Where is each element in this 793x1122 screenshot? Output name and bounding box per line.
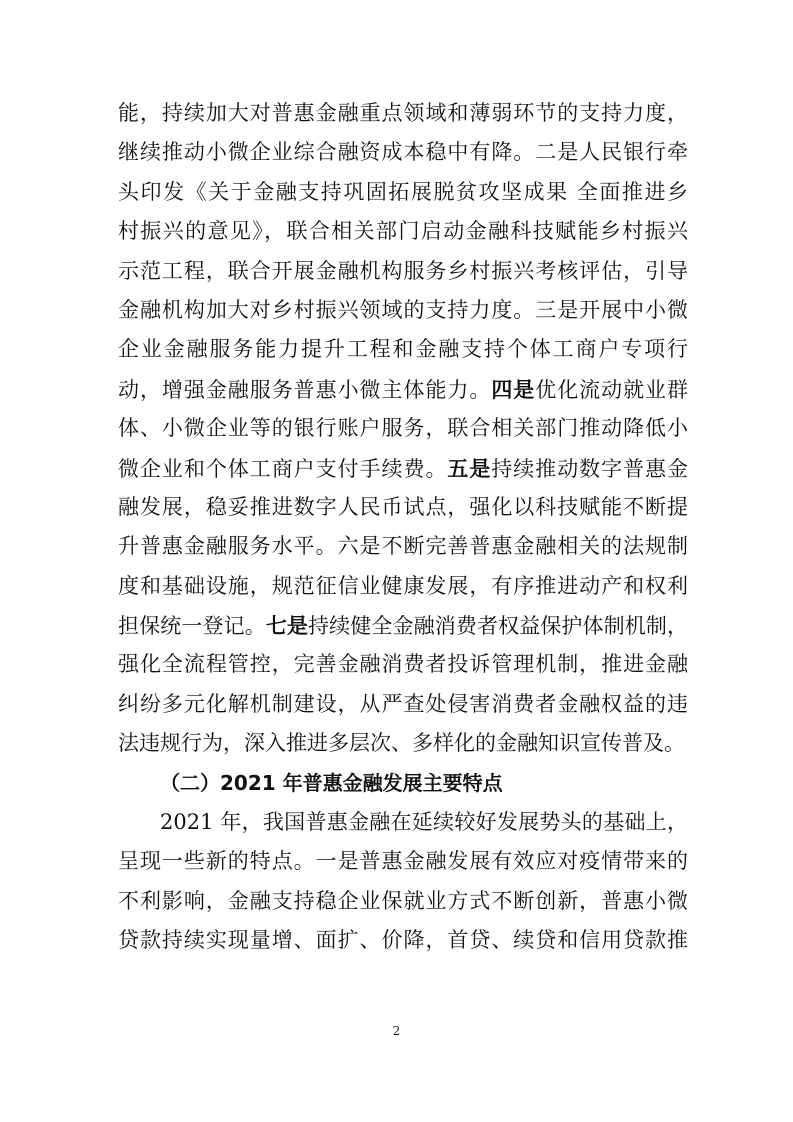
text-segment: 担保统一登记。 xyxy=(118,614,266,639)
text-line: 贷款持续实现量增、面扩、价降，首贷、续贷和信用贷款推 xyxy=(118,928,688,953)
text-line: 2021 年，我国普惠金融在延续较好发展势头的基础上， xyxy=(160,810,688,835)
text-line: 村振兴的意见》，联合相关部门启动金融科技赋能乡村振兴 xyxy=(118,219,688,244)
text-line: 企业金融服务能力提升工程和金融支持个体工商户专项行 xyxy=(118,337,688,362)
bold-enumerator: 七是 xyxy=(265,613,309,639)
text-segment: 动，增强金融服务普惠小微主体能力。 xyxy=(118,377,492,402)
text-line: 强化全流程管控，完善金融消费者投诉管理机制，推进金融 xyxy=(118,652,688,677)
text-line: 金融机构加大对乡村振兴领域的支持力度。三是开展中小微 xyxy=(118,297,688,322)
section-heading: （二）2021 年普惠金融发展主要特点 xyxy=(160,770,503,795)
text-line: 法违规行为，深入推进多层次、多样化的金融知识宣传普及。 xyxy=(118,731,685,756)
text-line: 能，持续加大对普惠金融重点领域和薄弱环节的支持力度， xyxy=(118,101,688,125)
text-line: 度和基础设施，规范征信业健康发展，有序推进动产和权利 xyxy=(118,573,688,598)
bold-enumerator: 五是 xyxy=(447,455,492,481)
text-line: 体、小微企业等的银行账户服务，联合相关部门推动降低小 xyxy=(118,416,688,441)
text-line xyxy=(118,370,688,409)
text-segment: 优化流动就业群 xyxy=(535,377,688,402)
text-line xyxy=(118,606,688,645)
document-body xyxy=(118,94,688,961)
text-segment: 微企业和个体工商户支付手续费。 xyxy=(118,456,448,481)
bold-enumerator: 四是 xyxy=(491,376,536,402)
text-line: 继续推动小微企业综合融资成本稳中有降。二是人民银行牵 xyxy=(118,140,688,165)
text-line: 不利影响，金融支持稳企业保就业方式不断创新，普惠小微 xyxy=(118,888,688,913)
text-segment: 持续推动数字普惠金 xyxy=(491,456,688,481)
text-line: 融发展，稳妥推进数字人民币试点，强化以科技赋能不断提 xyxy=(118,494,688,519)
text-line: 示范工程，联合开展金融机构服务乡村振兴考核评估，引导 xyxy=(118,258,688,283)
text-line: 头印发《关于金融支持巩固拓展脱贫攻坚成果 全面推进乡 xyxy=(118,179,688,204)
text-line: 升普惠金融服务水平。六是不断完善普惠金融相关的法规制 xyxy=(118,534,688,559)
text-line xyxy=(118,449,688,488)
text-line: 纠纷多元化解机制建设，从严查处侵害消费者金融权益的违 xyxy=(118,691,688,716)
page-number: 2 xyxy=(392,1024,401,1038)
text-line: 呈现一些新的特点。一是普惠金融发展有效应对疫情带来的 xyxy=(118,849,688,874)
text-segment: 持续健全金融消费者权益保护体制机制， xyxy=(308,614,688,639)
